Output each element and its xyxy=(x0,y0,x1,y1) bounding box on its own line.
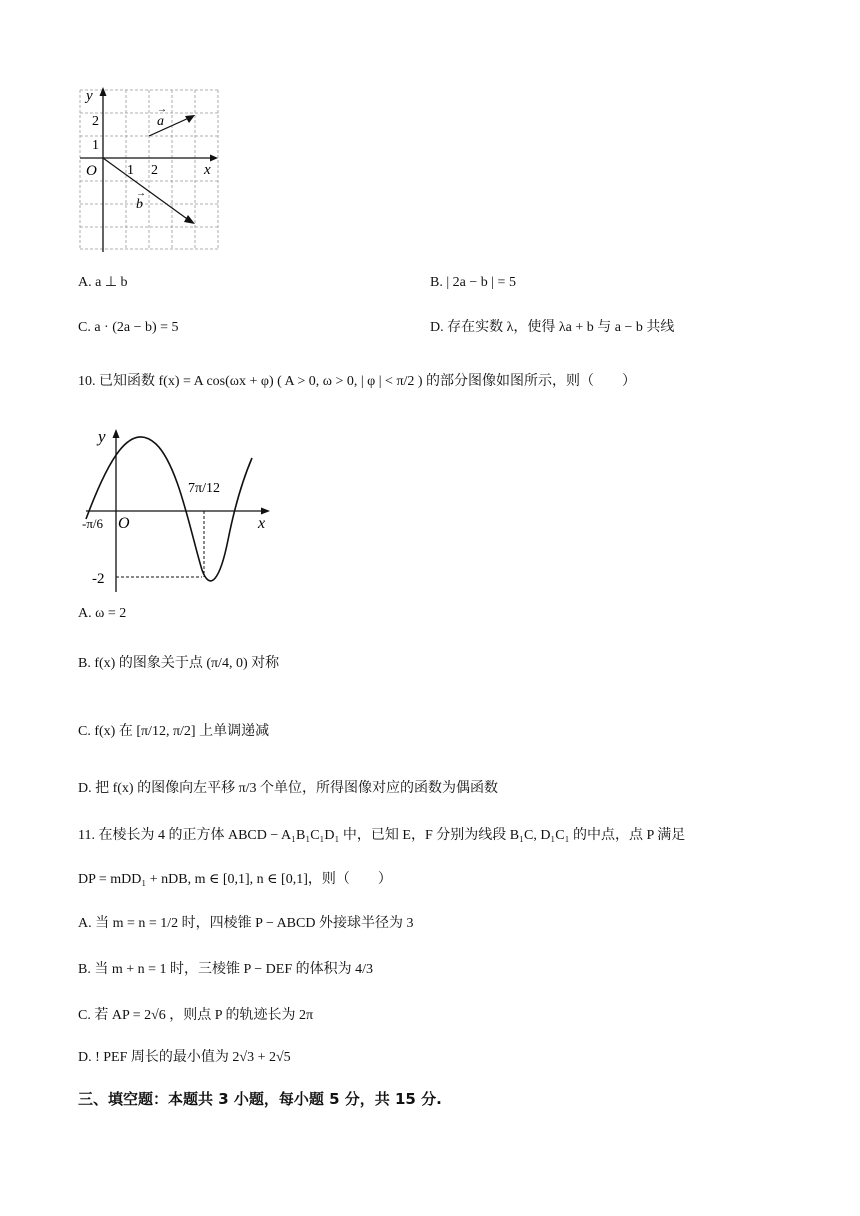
q10-option-c: C. f(x) 在 [π/12, π/2] 上单调递减 xyxy=(78,724,270,739)
q9-option-c: C. a · (2a − b) = 5 xyxy=(78,320,179,335)
fig2-x-label: x xyxy=(258,515,266,532)
fig1-x-label: x xyxy=(204,162,211,178)
q9-option-d: D. 存在实数 λ，使得 λa + b 与 a − b 共线 xyxy=(430,320,675,335)
fig1-tick-x1: 1 xyxy=(127,163,134,178)
q10-option-a: A. ω = 2 xyxy=(78,606,127,621)
cosine-graph-figure xyxy=(78,420,278,595)
svg-text:→: → xyxy=(136,188,146,199)
fig2-neg-pi-6: -π/6 xyxy=(82,516,104,531)
q10-stem: 10. 已知函数 f(x) = A cos(ωx + φ) ( A > 0, ω > 0, | φ | < π/2 ) 的部分图像如图所示，则（ ） xyxy=(78,374,637,389)
fig1-vec-a: a xyxy=(157,114,164,129)
fig1-tick-y2: 2 xyxy=(92,114,99,129)
q11-option-b: B. 当 m + n = 1 时，三棱锥 P − DEF 的体积为 4/3 xyxy=(78,962,374,977)
q11-stem-line2: DP = mDD₁ + nDB, m ∈ [0,1], n ∈ [0,1]，则（ ） xyxy=(78,872,392,887)
fig1-tick-x2: 2 xyxy=(151,163,158,178)
fig2-y-label: y xyxy=(98,427,106,446)
q10-option-d: D. 把 f(x) 的图像向左平移 π/3 个单位，所得图像对应的函数为偶函数 xyxy=(78,781,499,796)
fig1-vec-b: b xyxy=(136,197,143,212)
fig2-origin: O xyxy=(118,515,130,532)
section-3-heading: 三、填空题：本题共 3 小题，每小题 5 分，共 15 分. xyxy=(78,1090,442,1108)
q9-option-a: A. a ⊥ b xyxy=(78,275,128,290)
fig2-7pi-12: 7π/12 xyxy=(188,481,220,496)
vector-grid-figure xyxy=(78,84,223,254)
q11-stem-line1: 11. 在棱长为 4 的正方体 ABCD − A₁B₁C₁D₁ 中，已知 E，F 分别为线段 B₁C, D₁C₁ 的中点，点 P 满足 xyxy=(78,828,686,843)
q11-option-c: C. 若 AP = 2√6 ，则点 P 的轨迹长为 2π xyxy=(78,1008,314,1023)
svg-text:→: → xyxy=(157,104,167,115)
q11-option-d: D. ! PEF 周长的最小值为 2√3 + 2√5 xyxy=(78,1050,291,1065)
fig1-tick-y1: 1 xyxy=(92,138,99,153)
fig1-y-label: y xyxy=(86,88,93,104)
q9-option-b: B. | 2a − b | = 5 xyxy=(430,275,516,290)
fig1-origin: O xyxy=(86,163,97,179)
fig2-neg2: -2 xyxy=(92,571,105,587)
q11-option-a: A. 当 m = n = 1/2 时，四棱锥 P − ABCD 外接球半径为 3 xyxy=(78,916,414,931)
q10-option-b: B. f(x) 的图象关于点 (π/4, 0) 对称 xyxy=(78,656,280,671)
